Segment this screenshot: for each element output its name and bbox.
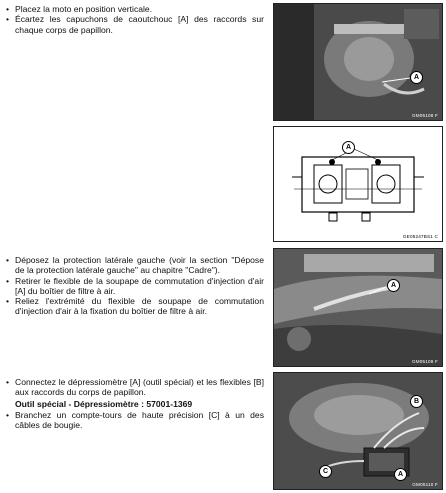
callout-a: A <box>387 279 400 292</box>
figure-throttle-body-diagram <box>273 126 443 242</box>
instructions-block-2 <box>6 255 264 317</box>
figure-vacuum-gauge-photo <box>273 372 443 490</box>
callout-a: A <box>394 468 407 481</box>
vacuum-gauge-photo-art <box>274 373 442 489</box>
instruction-item: • Écartez les capuchons de caoutchouc [A] des raccords sur chaque corps de papillon. <box>6 14 264 35</box>
callout-c: C <box>319 465 332 478</box>
instruction-item: • Déposez la protection latérale gauche (voir la section "Dépose de la protection latérale gauche" au chapitre "Cadre"). <box>6 255 264 276</box>
figure-code: GM05110 F <box>412 482 438 487</box>
instruction-item: • Connectez le dépressiomètre [A] (outil spécial) et les flexibles [B] aux raccords du corps de papillon. <box>6 377 264 398</box>
instruction-item: • Branchez un compte-tours de haute précision [C] à un des câbles de bougie. <box>6 410 264 431</box>
figure-code: GE05247BS1 C <box>402 234 438 239</box>
instruction-item: • Placez la moto en position verticale. <box>6 4 264 14</box>
instructions-block-1 <box>6 4 264 35</box>
callout-a: A <box>410 71 423 84</box>
special-tool-line: Outil spécial - Dépressiomètre : 57001-1369 <box>15 398 193 409</box>
throttle-body-diagram-art <box>274 127 442 241</box>
figure-code: GM05109 F <box>411 359 438 364</box>
instructions-block-3 <box>6 377 264 430</box>
air-filter-photo-art <box>274 249 442 366</box>
throttle-body-photo-art <box>274 4 442 120</box>
instruction-item: • Reliez l'extrémité du flexible de soupape de commutation d'injection d'air à la fixation du boîtier de filtre à air. <box>6 296 264 317</box>
figure-air-filter-photo <box>273 248 443 367</box>
callout-a: A <box>342 141 355 154</box>
figure-throttle-body-photo <box>273 3 443 121</box>
instruction-item: • Retirer le flexible de la soupape de commutation d'injection d'air [A] du boîtier de filtre à air. <box>6 276 264 297</box>
figure-code: GM05108 F <box>411 113 438 118</box>
callout-b: B <box>410 395 423 408</box>
